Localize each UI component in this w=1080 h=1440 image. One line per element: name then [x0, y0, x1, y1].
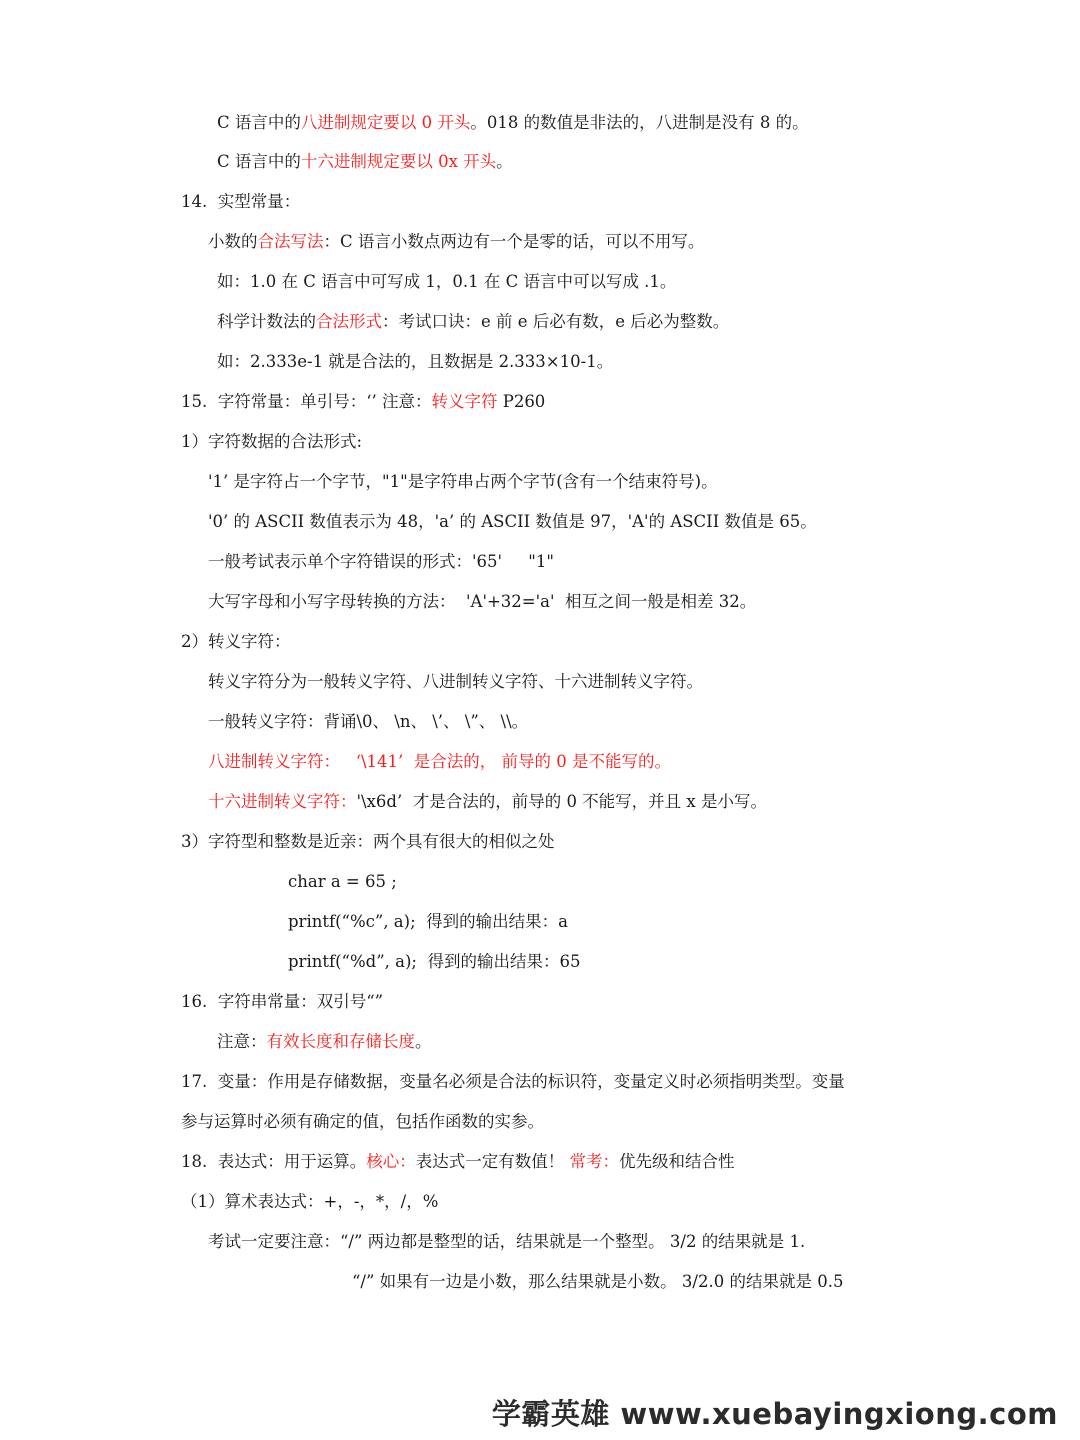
- text-segment: 考试一定要注意：“/” 两边都是整型的话，结果就是一个整型。 3/2 的结果就是 1.: [208, 1232, 806, 1251]
- text-segment: '0’ 的 ASCII 数值表示为 48，'a’ 的 ASCII 数值是 97，'A'的 ASCII 数值是 65。: [208, 512, 817, 531]
- site-watermark: 学霸英雄 www.xuebayingxiong.com: [491, 1397, 1058, 1431]
- text-segment: ：考试口诀：e 前 e 后必有数，e 后必为整数。: [382, 312, 730, 331]
- text-line: [217, 1031, 432, 1053]
- text-segment: 表达式一定有数值！: [415, 1152, 570, 1171]
- highlighted-text: 核心：: [366, 1152, 416, 1171]
- code-line: [288, 951, 580, 973]
- text-line: [208, 751, 671, 773]
- text-segment: 科学计数法的: [217, 312, 316, 331]
- text-line: [208, 671, 703, 693]
- text-segment: 2）转义字符：: [181, 632, 291, 651]
- text-line: [217, 112, 809, 134]
- section-heading: [181, 1151, 734, 1173]
- text-line: [217, 151, 513, 173]
- text-line: [208, 231, 704, 253]
- text-segment: 优先级和结合性: [618, 1152, 735, 1171]
- text-line: [217, 311, 729, 333]
- text-segment: 注意：: [217, 1032, 267, 1051]
- text-line: [208, 711, 528, 733]
- section-heading: [181, 991, 383, 1013]
- text-segment: 小数的: [208, 232, 258, 251]
- text-segment: 参与运算时必须有确定的值，包括作函数的实参。: [181, 1112, 544, 1131]
- highlighted-text: 十六进制规定要以 0x 开头: [300, 152, 497, 171]
- text-segment: 14. 实型常量：: [181, 192, 301, 211]
- section-heading: [181, 391, 545, 413]
- highlighted-text: 合法形式: [316, 312, 382, 331]
- text-line: [217, 351, 613, 373]
- text-segment: char a = 65 ;: [288, 872, 397, 891]
- text-segment: 一般考试表示单个字符错误的形式：'65' "1": [208, 552, 554, 571]
- text-line: [181, 1111, 544, 1133]
- text-line: [208, 471, 718, 493]
- text-segment: 如：1.0 在 C 语言中可写成 1，0.1 在 C 语言中可以写成 .1。: [217, 272, 677, 291]
- subsection-heading: [181, 831, 555, 853]
- text-segment: （1）算术表达式：+，-，*，/，%: [181, 1192, 439, 1211]
- highlighted-text: 合法写法: [257, 232, 324, 251]
- text-line: [352, 1271, 843, 1293]
- text-segment: printf(“%d”, a); 得到的输出结果：65: [288, 952, 581, 971]
- text-segment: 16. 字符串常量：双引号“”: [181, 992, 384, 1011]
- text-segment: 17. 变量：作用是存储数据，变量名必须是合法的标识符，变量定义时必须指明类型。变量: [181, 1072, 845, 1091]
- highlighted-text: 八进制规定要以 0 开头: [300, 113, 471, 132]
- text-line: [208, 591, 756, 613]
- code-line: [288, 911, 568, 933]
- section-heading: [181, 191, 300, 213]
- highlighted-text: 常考：: [569, 1152, 619, 1171]
- text-line: [208, 551, 554, 573]
- text-segment: “/” 如果有一边是小数，那么结果就是小数。 3/2.0 的结果就是 0.5: [352, 1272, 844, 1291]
- subsection-heading: [181, 631, 291, 653]
- text-segment: P260: [497, 392, 546, 411]
- highlighted-text: 十六进制转义字符：: [208, 792, 357, 811]
- text-segment: C 语言中的: [217, 113, 301, 132]
- subsection-heading: [181, 431, 362, 453]
- section-heading: [181, 1071, 845, 1093]
- text-segment: 。018 的数值是非法的，八进制是没有 8 的。: [470, 113, 809, 132]
- text-segment: 15. 字符常量：单引号：‘’ 注意：: [181, 392, 432, 411]
- highlighted-text: 八进制转义字符： ‘\141’ 是合法的， 前导的 0 是不能写的。: [208, 752, 671, 771]
- text-line: [208, 791, 767, 813]
- highlighted-text: 有效长度和存储长度: [266, 1032, 415, 1051]
- highlighted-text: 转义字符: [431, 392, 498, 411]
- text-line: [217, 271, 676, 293]
- text-line: [208, 511, 817, 533]
- text-segment: 3）字符型和整数是近亲：两个具有很大的相似之处: [181, 832, 555, 851]
- text-segment: 如：2.333e-1 就是合法的，且数据是 2.333×10-1。: [217, 352, 614, 371]
- text-segment: 。: [415, 1032, 432, 1051]
- text-segment: printf(“%c”, a); 得到的输出结果：a: [288, 912, 568, 931]
- text-segment: '1’ 是字符占一个字节，"1"是字符串占两个字节(含有一个结束符号)。: [208, 472, 718, 491]
- text-segment: 一般转义字符：背诵\0、 \n、 \’、 \”、 \\。: [208, 712, 529, 731]
- text-segment: 大写字母和小写字母转换的方法： 'A'+32='a' 相互之间一般是相差 32。: [208, 592, 757, 611]
- text-segment: 。: [496, 152, 513, 171]
- text-segment: 1）字符数据的合法形式:: [181, 432, 363, 451]
- text-segment: '\x6d’ 才是合法的，前导的 0 不能写，并且 x 是小写。: [356, 792, 767, 811]
- code-line: [288, 871, 397, 893]
- text-segment: C 语言中的: [217, 152, 301, 171]
- text-segment: 18. 表达式：用于运算。: [181, 1152, 367, 1171]
- text-segment: ：C 语言小数点两边有一个是零的话，可以不用写。: [323, 232, 705, 251]
- text-line: [208, 1231, 805, 1253]
- text-segment: 转义字符分为一般转义字符、八进制转义字符、十六进制转义字符。: [208, 672, 703, 691]
- subsection-heading: [181, 1191, 438, 1213]
